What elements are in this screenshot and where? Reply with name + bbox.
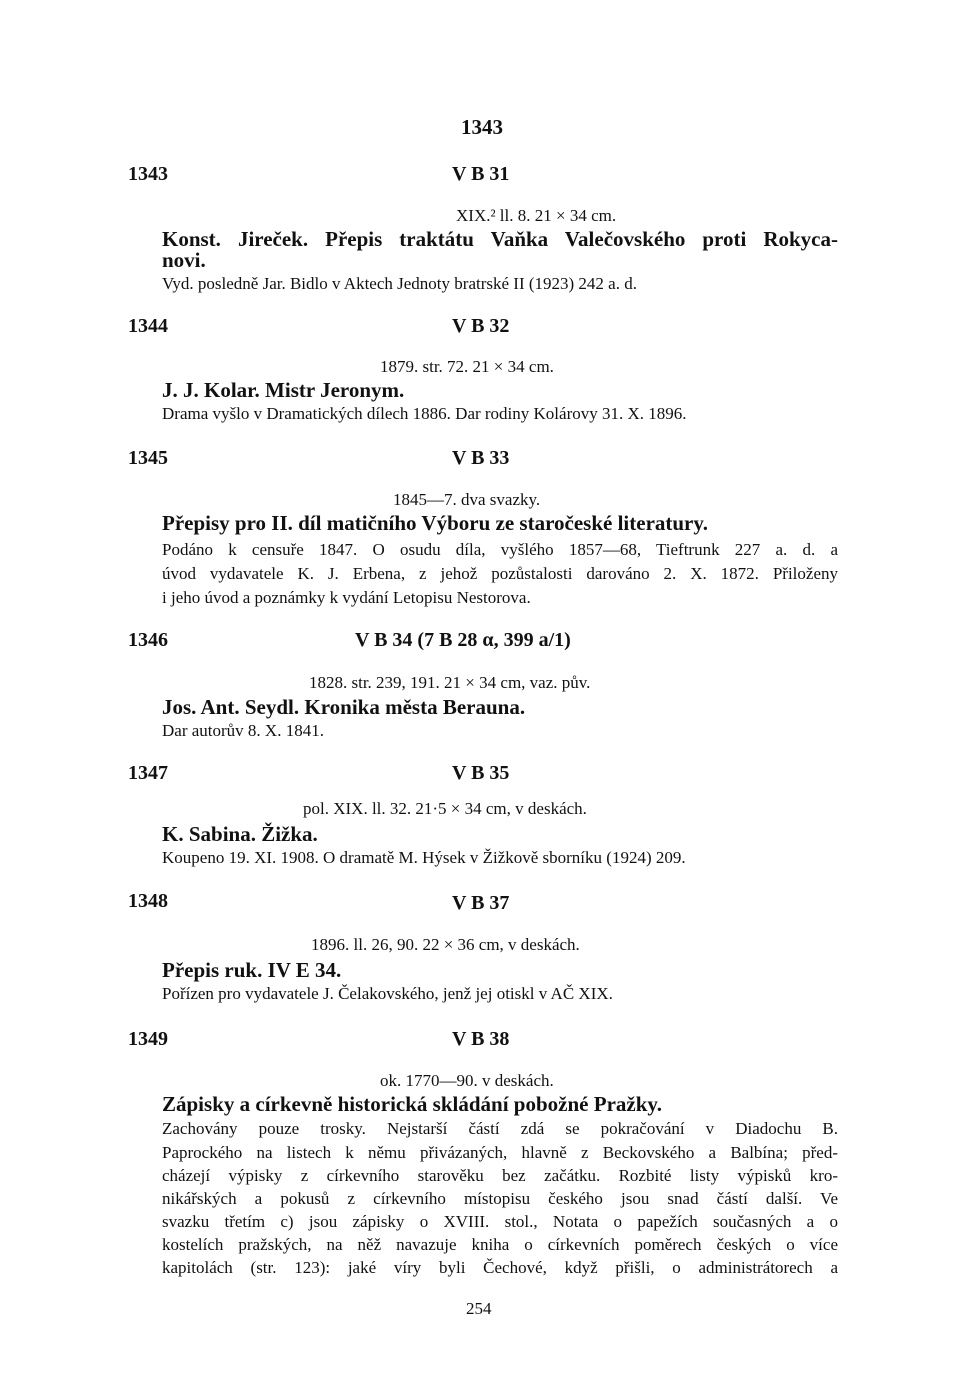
entry-note-line: kostelích pražských, na něž navazuje kniha o církevních poměrech českých o více [162,1235,838,1254]
entry-note-line: nikářských a pokusů z církevního místopisu českého jsou snad částí další. Ve [162,1189,838,1208]
entry-title-line: Přepis ruk. IV E 34. [162,958,342,982]
entry-title-line: Přepisy pro II. díl matičního Výboru ze staročeské literatury. [162,511,708,535]
entry-number: 1344 [128,315,168,337]
entry-note-line: Pořízen pro vydavatele J. Čelakovského, jenž jej otiskl v AČ XIX. [162,984,613,1003]
entry-note-line: cházejí výpisky z církevního starověku bez začátku. Rozbité listy výpisků kro- [162,1166,838,1185]
entry-note-line: Paprockého na listech k němu přivázaných, hlavně z Beckovského a Balbína; před- [162,1143,838,1162]
entry-title-line: Konst. Jireček. Přepis traktátu Vaňka Valečovského proti Rokyca- [162,227,838,251]
entry-note-line: úvod vydavatele K. J. Erbena, z jehož pozůstalosti darováno 2. X. 1872. Přiloženy [162,564,838,583]
shelf-signature: V B 35 [452,762,510,784]
shelf-signature: V B 37 [452,892,510,914]
page-header-number: 1343 [461,115,503,139]
entry-title-line: novi. [162,248,206,272]
physical-description: 1845—7. dva svazky. [393,490,541,509]
entry-number: 1343 [128,163,168,185]
entry-number: 1345 [128,447,168,469]
shelf-signature: V B 33 [452,447,510,469]
physical-description: pol. XIX. ll. 32. 21·5 × 34 cm, v deskách. [303,799,587,818]
physical-description: 1896. ll. 26, 90. 22 × 36 cm, v deskách. [311,935,580,954]
entry-title-line: K. Sabina. Žižka. [162,822,318,846]
entry-note-line: Zachovány pouze trosky. Nejstarší částí zdá se pokračování v Diadochu B. [162,1119,838,1138]
entry-note-line: svazku třetím c) jsou zápisky o XVIII. stol., Notata o papežích současných a o [162,1212,838,1231]
entry-note-line: Drama vyšlo v Dramatických dílech 1886. Dar rodiny Kolárovy 31. X. 1896. [162,404,687,423]
shelf-signature: V B 32 [452,315,510,337]
physical-description: XIX.² ll. 8. 21 × 34 cm. [456,206,617,225]
entry-number: 1347 [128,762,168,784]
page-number: 254 [466,1299,492,1318]
entry-note-line: i jeho úvod a poznámky k vydání Letopisu Nestorova. [162,588,531,607]
physical-description: 1828. str. 239, 191. 21 × 34 cm, vaz. pův. [309,673,591,692]
entry-title-line: Zápisky a církevně historická skládání pobožné Pražky. [162,1092,662,1116]
entry-number: 1348 [128,890,168,912]
entry-note-line: kapitolách (str. 123): jaké víry byli Čechové, když přišli, o administrátorech a [162,1258,838,1277]
physical-description: 1879. str. 72. 21 × 34 cm. [380,357,554,376]
physical-description: ok. 1770—90. v deskách. [380,1071,554,1090]
entry-note-line: Dar autorův 8. X. 1841. [162,721,324,740]
entry-number: 1349 [128,1028,168,1050]
entry-note-line: Vyd. posledně Jar. Bidlo v Aktech Jednoty bratrské II (1923) 242 a. d. [162,274,637,293]
entry-note-line: Podáno k censuře 1847. O osudu díla, vyšlého 1857—68, Tieftrunk 227 a. d. a [162,540,838,559]
shelf-signature: V B 31 [452,163,510,185]
entry-title-line: J. J. Kolar. Mistr Jeronym. [162,378,405,402]
entry-number: 1346 [128,629,168,651]
shelf-signature: V B 34 (7 B 28 α, 399 a/1) [355,629,571,651]
entry-note-line: Koupeno 19. XI. 1908. O dramatě M. Hýsek v Žižkově sborníku (1924) 209. [162,848,686,867]
entry-title-line: Jos. Ant. Seydl. Kronika města Berauna. [162,695,526,719]
shelf-signature: V B 38 [452,1028,510,1050]
